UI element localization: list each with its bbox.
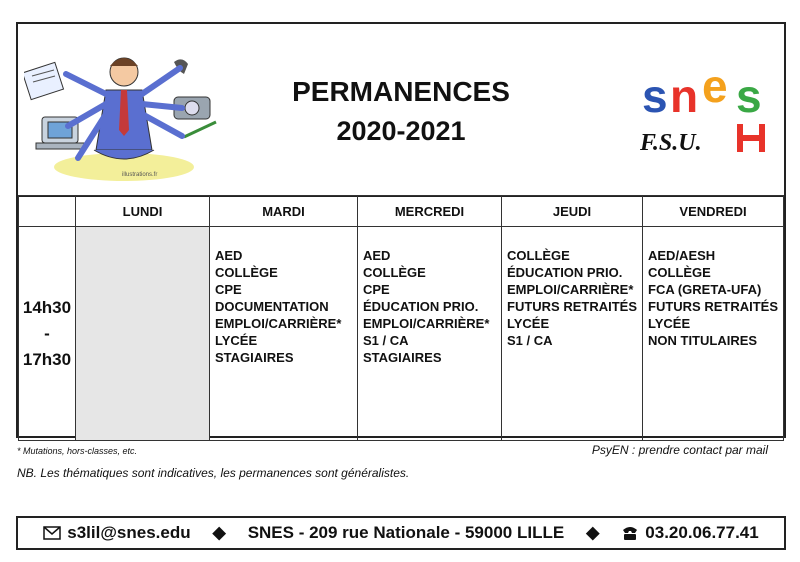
logo-letter-s2: s xyxy=(736,70,762,122)
time-start: 14h30 xyxy=(22,297,72,317)
logo-letter-s1: s xyxy=(642,70,668,122)
email-contact[interactable] xyxy=(43,523,190,543)
topic-item: FCA (GRETA-UFA) xyxy=(648,282,762,297)
separator-diamond: ◆ xyxy=(586,523,600,542)
phone-contact[interactable] xyxy=(621,523,758,543)
schedule-table xyxy=(18,195,784,441)
email-text: s3lil@snes.edu xyxy=(67,523,191,542)
separator-diamond: ◆ xyxy=(212,523,226,542)
topic-item: ÉDUCATION PRIO. xyxy=(363,299,479,314)
school-year: 2020-2021 xyxy=(336,116,466,146)
topic-item: CPE xyxy=(215,282,242,297)
tuesday-cell xyxy=(210,227,358,441)
topic-item: LYCÉE xyxy=(648,316,691,331)
friday-topics xyxy=(643,227,783,349)
topic-item: STAGIAIRES xyxy=(215,350,294,365)
thursday-cell xyxy=(502,227,643,441)
address-text: SNES - 209 rue Nationale - 59000 LILLE xyxy=(247,523,565,542)
page-title: PERMANENCES xyxy=(292,76,510,107)
topic-item: COLLÈGE xyxy=(648,265,711,280)
busy-worker-illustration xyxy=(24,42,224,187)
poster-frame xyxy=(16,22,786,438)
time-separator: - xyxy=(44,323,50,343)
footnote: * Mutations, hors-classes, etc. xyxy=(17,446,138,456)
monday-cell xyxy=(76,227,210,441)
topic-item: AED xyxy=(363,248,391,263)
topic-item: COLLÈGE xyxy=(215,265,278,280)
tuesday-topics xyxy=(210,227,357,366)
thursday-topics xyxy=(502,227,642,349)
header xyxy=(18,24,784,197)
friday-cell xyxy=(643,227,784,441)
envelope-icon xyxy=(43,526,61,540)
psyen-note: PsyEN : prendre contact par mail xyxy=(591,443,768,457)
phone-icon xyxy=(621,525,639,541)
days-header-row xyxy=(19,196,784,227)
time-slot xyxy=(19,227,76,441)
logo-letter-e: e xyxy=(702,64,728,112)
topic-item: STAGIAIRES xyxy=(363,350,442,365)
topic-item: COLLÈGE xyxy=(363,265,426,280)
illustration-caption: illustrations.fr xyxy=(122,172,158,178)
snes-fsu-logo xyxy=(640,64,780,174)
topic-item: NON TITULAIRES xyxy=(648,333,758,348)
logo-fsu: F.S.U. xyxy=(640,130,702,156)
topic-item: S1 / CA xyxy=(363,333,409,348)
day-friday: VENDREDI xyxy=(643,196,784,227)
time-end: 17h30 xyxy=(22,349,72,369)
day-monday: LUNDI xyxy=(76,196,210,227)
day-wednesday: MERCREDI xyxy=(358,196,502,227)
day-tuesday: MARDI xyxy=(210,196,358,227)
wednesday-cell xyxy=(358,227,502,441)
corner-cell xyxy=(19,196,76,227)
topic-item: S1 / CA xyxy=(507,333,553,348)
wednesday-topics xyxy=(358,227,501,366)
topic-item: EMPLOI/CARRIÈRE* xyxy=(507,282,634,297)
topic-item: FUTURS RETRAITÉS xyxy=(648,299,778,314)
contact-footer xyxy=(16,516,786,550)
topic-item: AED/AESH xyxy=(648,248,716,263)
topic-item: CPE xyxy=(363,282,390,297)
topic-item: LYCÉE xyxy=(507,316,550,331)
topic-item: EMPLOI/CARRIÈRE* xyxy=(363,316,490,331)
day-thursday: JEUDI xyxy=(502,196,643,227)
slot-row xyxy=(19,227,784,441)
logo-letter-n: n xyxy=(670,70,699,122)
topic-item: AED xyxy=(215,248,243,263)
topic-item: ÉDUCATION PRIO. xyxy=(507,265,623,280)
topic-item: COLLÈGE xyxy=(507,248,570,263)
topic-item: FUTURS RETRAITÉS xyxy=(507,299,637,314)
topic-item: EMPLOI/CARRIÈRE* xyxy=(215,316,342,331)
nb-note: NB. Les thématiques sont indicatives, les permanences sont généralistes. xyxy=(17,466,410,480)
topic-item: LYCÉE xyxy=(215,333,258,348)
phone-text: 03.20.06.77.41 xyxy=(645,523,759,542)
topic-item: DOCUMENTATION xyxy=(215,299,329,314)
